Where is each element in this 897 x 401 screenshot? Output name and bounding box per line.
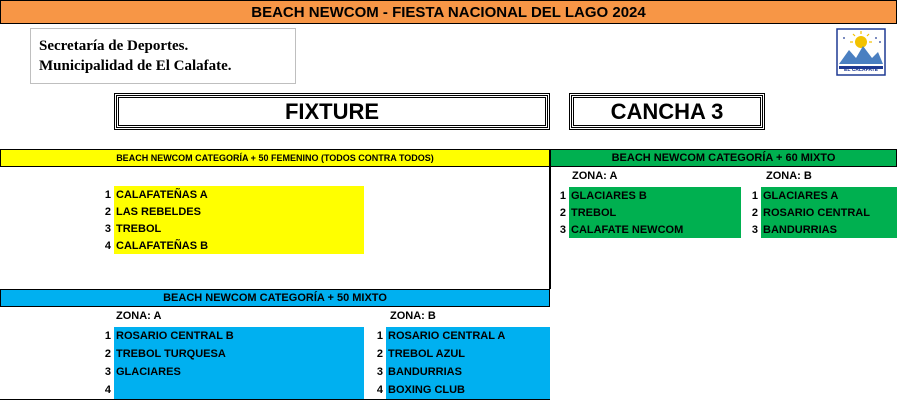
team-name: CALAFATEÑAS B [114,237,364,254]
mixto50-zona-a-list [100,327,364,399]
team-number: 2 [376,348,383,360]
list-item [372,381,550,399]
team-name: BANDURRIAS [386,363,550,381]
team-number: 3 [104,222,111,235]
femenino-team-list [100,186,364,254]
mixto60-zona-a-list [555,187,741,238]
team-number: 3 [104,366,111,378]
team-number: 2 [104,348,111,360]
mixto60-zona-b-list [747,187,897,238]
bottom-border [0,399,550,400]
list-item [555,221,741,238]
logo-caption: EL CALAFATE [844,67,878,73]
team-number: 2 [559,206,566,219]
team-name: ROSARIO CENTRAL [761,204,897,221]
team-number: 1 [376,330,383,342]
team-name: TREBOL AZUL [386,345,550,363]
list-item [100,220,364,237]
list-item [100,237,364,254]
team-name: GLACIARES [114,363,364,381]
list-item [372,363,550,381]
team-name: GLACIARES A [761,187,897,204]
calafate-logo [836,28,886,76]
femenino-header: BEACH NEWCOM CATEGORÍA + 50 FEMENINO (TODOS CONTRA TODOS) [0,149,550,167]
list-item [100,186,364,203]
team-name: GLACIARES B [569,187,741,204]
team-name: TREBOL [569,204,741,221]
list-item [372,327,550,345]
team-number: 4 [376,384,383,396]
mixto50-zona-b-list [372,327,550,399]
list-item [100,363,364,381]
mixto50-header: BEACH NEWCOM CATEGORÍA + 50 MIXTO [0,289,550,307]
page-title: BEACH NEWCOM - FIESTA NACIONAL DEL LAGO 2024 [0,0,897,24]
team-number: 1 [104,188,111,201]
list-item [555,187,741,204]
organization-box [30,28,296,84]
team-number: 1 [559,189,566,202]
team-name: CALAFATEÑAS A [114,186,364,203]
team-number: 4 [104,384,111,396]
mixto60-zona-a-label: ZONA: A [572,170,618,182]
list-item [372,345,550,363]
team-name: LAS REBELDES [114,203,364,220]
team-number: 3 [376,366,383,378]
list-item [747,204,897,221]
team-number: 2 [751,206,758,219]
team-number: 3 [751,223,758,236]
team-name: BOXING CLUB [386,381,550,399]
mixto60-header: BEACH NEWCOM CATEGORÍA + 60 MIXTO [550,149,897,167]
team-name: TREBOL TURQUESA [114,345,364,363]
mixto60-zona-b-label: ZONA: B [766,170,812,182]
team-number: 4 [104,239,111,252]
list-item [100,203,364,220]
team-name: BANDURRIAS [761,221,897,238]
team-name: TREBOL [114,220,364,237]
list-item [747,187,897,204]
org-line-2: Municipalidad de El Calafate. [39,58,232,74]
list-item [100,381,364,399]
fixture-heading: FIXTURE [116,95,548,128]
cancha-heading: CANCHA 3 [571,95,763,128]
mixto50-zona-b-label: ZONA: B [390,310,436,322]
team-name [114,381,364,399]
mixto50-zona-a-label: ZONA: A [116,310,162,322]
list-item [100,327,364,345]
team-number: 1 [104,330,111,342]
list-item [100,345,364,363]
team-name: ROSARIO CENTRAL B [114,327,364,345]
team-name: ROSARIO CENTRAL A [386,327,550,345]
team-number: 2 [104,205,111,218]
team-name: CALAFATE NEWCOM [569,221,741,238]
team-number: 1 [751,189,758,202]
section-divider [549,167,551,289]
org-line-1: Secretaría de Deportes. [39,38,189,54]
list-item [555,204,741,221]
team-number: 3 [559,223,566,236]
list-item [747,221,897,238]
